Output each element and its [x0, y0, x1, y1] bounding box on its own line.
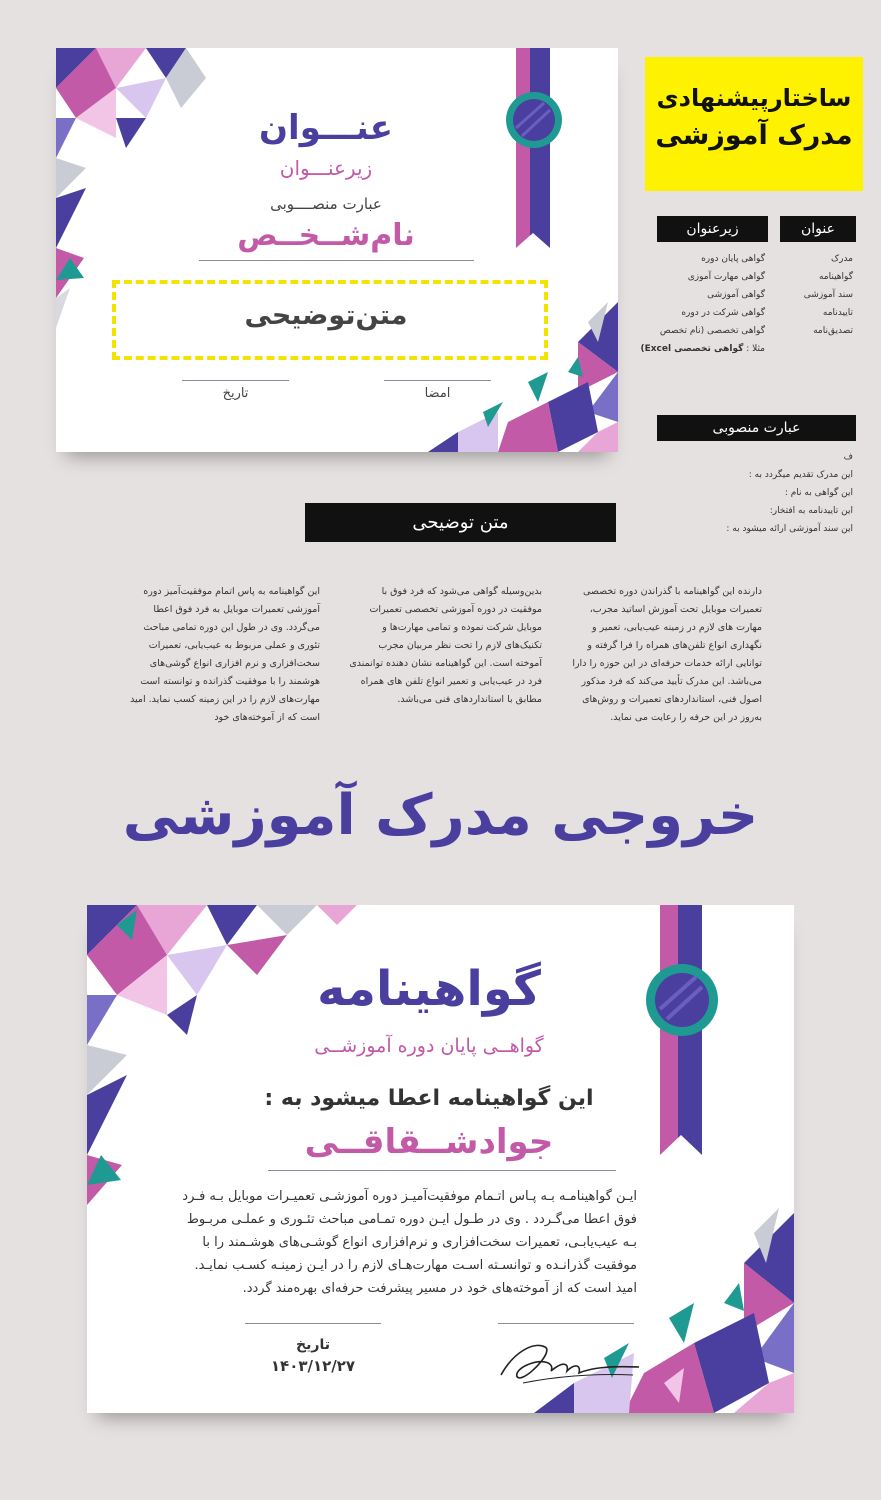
list-item: گواهی پایان دوره [701, 254, 765, 264]
list-item: این مدرک تقدیم میگردد به : [748, 470, 853, 480]
description-label: متن توضیحی [305, 503, 616, 542]
list-item: تاییدنامه [822, 308, 853, 318]
body-line: فوق اعطا می‌گـردد . وی در طـول ایـن دوره تمـامی مباحث تئـوری و عملـی مربـوط [186, 1212, 637, 1227]
subtitle-items-list [640, 250, 765, 358]
list-item: این سند آموزشی ارائه میشود به : [726, 524, 853, 534]
title-items-list [780, 250, 853, 340]
sign-line [384, 380, 491, 381]
name-underline [199, 260, 474, 261]
description-paragraph-1: دارنده این گواهینامه با گذراندن دوره تخصصی تعمیرات موبایل تحت آموزش اساتید مجرب، مهارت های لازم در زمینه عیب‌یابی، تعمیر و نگهداری انواع تلفن‌های همراه را فرا گرفته و توانایی ارائه خدمات حرفه‌ای در این حوزه را دارا می‌باشد. این مدرک تأیید می‌کند که فرد مذکور اصول فنی، استانداردهای تعمیرات و روش‌های به‌روز در این حرفه را رعایت می نماید. [572, 586, 762, 723]
date-value: ۱۴۰۳/۱۲/۲۷ [270, 1357, 356, 1375]
phrase-label: عبارت منصوبی [657, 415, 856, 441]
final-certificate [87, 905, 794, 1413]
list-item: تصدیق‌نامه [813, 326, 853, 336]
date-label: تاریخ [222, 386, 249, 401]
certificate-body [182, 1185, 637, 1300]
signature-icon [493, 1333, 643, 1388]
description-paragraph-3: این گواهینامه به پاس اتمام موفقیت‌آمیز دوره آموزشی تعمیرات موبایل به فرد فوق اعطا می‌گردد. وی در طول این دوره تمامی مباحث تئوری و عملی مربوط به عیب‌یابی، تعمیرات سخت‌افزاری و نرم افزاری انواع گوشی‌های هوشمند را با موفقیت گذرانده و توانسته است مهارت‌های لازم را در این زمینه کسب نماید. امید است که از آموخته‌های خود [130, 586, 320, 723]
example-prefix: مثلا : [743, 344, 765, 354]
list-item: مدرک [831, 254, 853, 264]
phrase-items-list [690, 448, 853, 538]
list-item: سند آموزشی [803, 290, 853, 300]
output-heading: خروجی مدرک آموزشی [122, 783, 759, 848]
example-bold: گواهی تخصصی Excel) [640, 344, 744, 354]
template-phrase: عبارت منصــــوبی [270, 195, 382, 213]
template-title: عنـــوان [259, 108, 393, 148]
sign-label: امضا [424, 386, 451, 401]
template-subtitle: زیرعنـــوان [279, 156, 373, 180]
structure-heading-line1: ساختارپیشنهادی [656, 84, 852, 112]
name-underline [268, 1170, 616, 1171]
date-line [182, 380, 289, 381]
signature-line [498, 1323, 634, 1324]
structure-heading [645, 57, 863, 191]
certificate-title: گواهینامه [317, 961, 541, 1017]
body-line: ایـن گواهینامـه بـه پـاس اتـمام موفقیت‌آمیـز دوره آموزشـی تعمیـرات موبایل بـه فـرد [182, 1189, 637, 1204]
body-line: امید است که از آموخته‌های خود در مسیر پیشرفت حرفه‌ای بهره‌مند گردد. [242, 1281, 637, 1296]
template-certificate [56, 48, 618, 452]
recipient-name: جوادشــقاقــی [304, 1122, 554, 1162]
template-name: نام‌شــخــص [237, 218, 415, 253]
certificate-subtitle: گواهــی پایان دوره آموزشــی [314, 1035, 544, 1057]
list-item: این گواهی به نام : [784, 488, 853, 498]
list-item [640, 340, 765, 358]
list-item: این تاییدنامه به افتخار: [769, 506, 853, 516]
col-subtitle-label: زیرعنوان [657, 216, 768, 242]
list-item: گواهی شرکت در دوره [681, 308, 765, 318]
list-item: گواهی آموزشی [707, 290, 765, 300]
template-description: متن‌توضیحی [244, 300, 408, 331]
certificate-phrase: این گواهینامه اعطا میشود به : [264, 1086, 594, 1111]
date-label: تاریخ [296, 1337, 330, 1353]
description-paragraph-2: بدین‌وسیله گواهی می‌شود که فرد فوق با موفقیت در دوره آموزشی تخصصی تعمیرات موبایل شرکت نموده و تمامی مهارت‌ها و تکنیک‌های لازم را تحت نظر مربیان مجرب آموخته است. این گواهینامه نشان دهنده توانمندی فرد در عیب‌یابی و تعمیر انواع تلفن های همراه مطابق با استانداردهای فنی می‌باشد. [349, 586, 542, 705]
list-item: ف [843, 452, 853, 462]
date-line [245, 1323, 381, 1324]
ribbon-medal [642, 905, 732, 1155]
list-item: گواهینامه [818, 272, 853, 282]
list-item: گواهی مهارت آموزی [687, 272, 765, 282]
body-line: موفقیت گذرانـده و توانسـته اسـت مهارت‌هـای لازم را در ایـن زمینـه کسـب نمایـد. [194, 1258, 637, 1273]
list-item: گواهی تخصصی (نام تخصص [659, 326, 765, 336]
structure-heading-line2: مدرک آموزشی [655, 120, 853, 151]
body-line: بـه عیب‌یابـی، تعمیرات سخت‌افزاری و نرم‌افزاری انواع گوشـی‌های هوشـمند را با [202, 1235, 637, 1250]
col-title-label: عنوان [780, 216, 856, 242]
